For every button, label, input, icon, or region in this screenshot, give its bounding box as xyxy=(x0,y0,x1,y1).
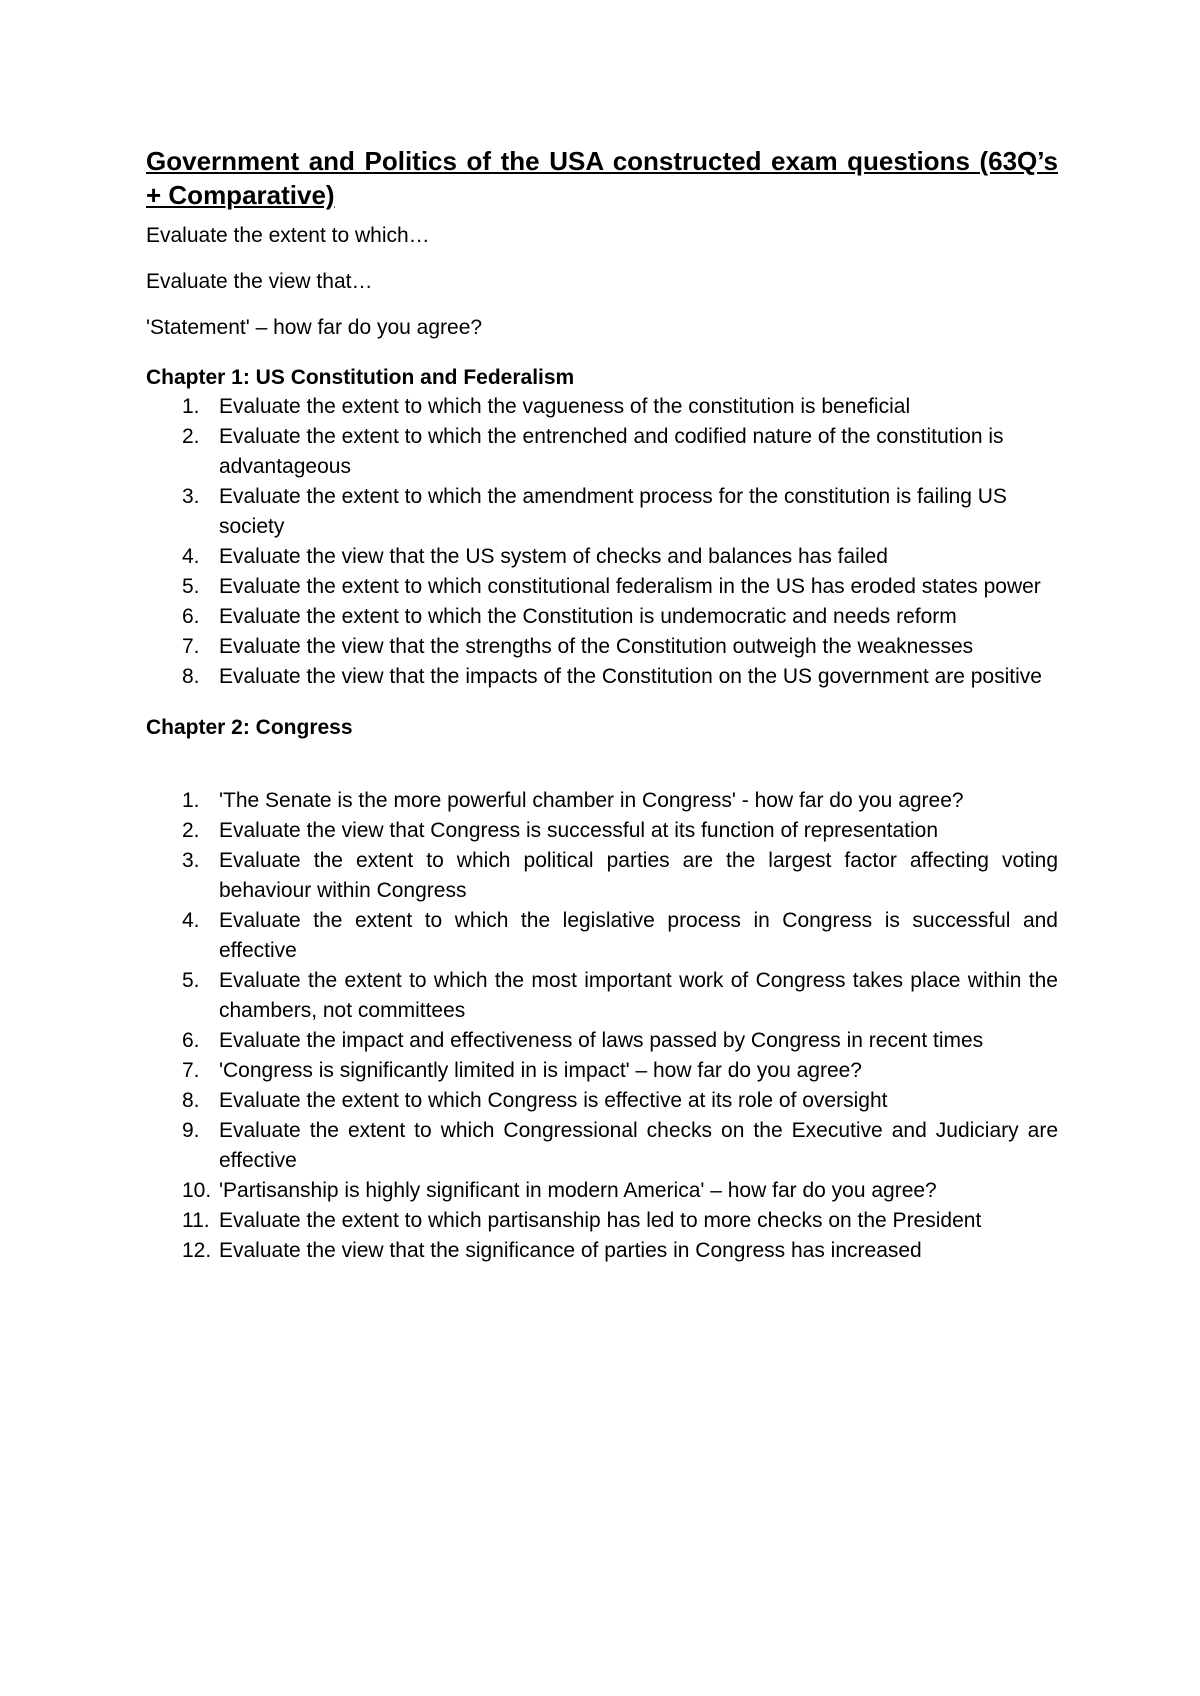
question-item xyxy=(146,1206,1058,1236)
chapter-2-section xyxy=(146,714,1058,1266)
question-item xyxy=(146,632,1058,662)
question-text: Evaluate the extent to which the legislative process in Congress is successful and effective xyxy=(219,909,1058,962)
question-item xyxy=(146,482,1058,542)
question-number: 6. xyxy=(182,605,200,628)
question-item xyxy=(146,1056,1058,1086)
question-number: 4. xyxy=(182,909,200,932)
question-text: Evaluate the extent to which partisanship has led to more checks on the President xyxy=(219,1209,982,1232)
question-text: 'Partisanship is highly significant in modern America' – how far do you agree? xyxy=(219,1179,937,1202)
prompt-view: Evaluate the view that… xyxy=(146,270,373,293)
question-number: 1. xyxy=(182,789,200,812)
question-text: Evaluate the extent to which constitutional federalism in the US has eroded states power xyxy=(219,575,1041,598)
question-text: 'The Senate is the more powerful chamber in Congress' - how far do you agree? xyxy=(219,789,964,812)
question-text: Evaluate the extent to which the vagueness of the constitution is beneficial xyxy=(219,395,911,418)
question-text: Evaluate the view that the US system of checks and balances has failed xyxy=(219,545,888,568)
question-item xyxy=(146,1116,1058,1176)
question-number: 3. xyxy=(182,849,200,872)
question-number: 3. xyxy=(182,485,200,508)
question-number: 7. xyxy=(182,1059,200,1082)
question-number: 8. xyxy=(182,1089,200,1112)
question-text: Evaluate the extent to which Congress is effective at its role of oversight xyxy=(219,1089,888,1112)
question-number: 1. xyxy=(182,395,200,418)
question-number: 2. xyxy=(182,819,200,842)
question-number: 5. xyxy=(182,969,200,992)
question-text: 'Congress is significantly limited in is impact' – how far do you agree? xyxy=(219,1059,862,1082)
question-text: Evaluate the extent to which the Constitution is undemocratic and needs reform xyxy=(219,605,957,628)
question-item xyxy=(146,662,1058,692)
question-text: Evaluate the extent to which political parties are the largest factor affecting voting behaviour within Congress xyxy=(219,849,1058,902)
question-number: 6. xyxy=(182,1029,200,1052)
question-item xyxy=(146,542,1058,572)
question-text: Evaluate the view that the strengths of the Constitution outweigh the weaknesses xyxy=(219,635,974,658)
question-item xyxy=(146,572,1058,602)
question-number: 5. xyxy=(182,575,200,598)
document-page xyxy=(146,144,1058,1266)
question-text: Evaluate the impact and effectiveness of laws passed by Congress in recent times xyxy=(219,1029,984,1052)
question-text: Evaluate the view that the impacts of the Constitution on the US government are positive xyxy=(219,665,1042,688)
prompt-statement: 'Statement' – how far do you agree? xyxy=(146,316,483,339)
question-list xyxy=(146,392,1058,692)
question-text: Evaluate the view that the significance of parties in Congress has increased xyxy=(219,1239,922,1262)
question-text: Evaluate the extent to which Congressional checks on the Executive and Judiciary are effective xyxy=(219,1119,1058,1172)
chapter-heading: Chapter 2: Congress xyxy=(146,716,353,739)
question-item xyxy=(146,816,1058,846)
question-item xyxy=(146,1086,1058,1116)
question-number: 4. xyxy=(182,545,200,568)
question-text: Evaluate the extent to which the amendment process for the constitution is failing US society xyxy=(219,485,1007,538)
question-item xyxy=(146,1026,1058,1056)
question-item xyxy=(146,602,1058,632)
question-item xyxy=(146,422,1058,482)
question-item xyxy=(146,906,1058,966)
question-number: 2. xyxy=(182,425,200,448)
question-text: Evaluate the extent to which the entrenched and codified nature of the constitution is advantageous xyxy=(219,425,1004,478)
question-item xyxy=(146,846,1058,906)
question-number: 10. xyxy=(182,1179,212,1202)
question-item xyxy=(146,1176,1058,1206)
question-number: 8. xyxy=(182,665,200,688)
question-number: 7. xyxy=(182,635,200,658)
question-item xyxy=(146,392,1058,422)
question-item xyxy=(146,966,1058,1026)
question-item xyxy=(146,1236,1058,1266)
chapter-heading: Chapter 1: US Constitution and Federalism xyxy=(146,366,575,389)
question-item xyxy=(146,786,1058,816)
chapter-1-section xyxy=(146,364,1058,692)
prompt-extent: Evaluate the extent to which… xyxy=(146,224,430,247)
question-text: Evaluate the extent to which the most important work of Congress takes place within the chambers, not committees xyxy=(219,969,1058,1022)
question-number: 9. xyxy=(182,1119,200,1142)
question-list xyxy=(146,786,1058,1266)
question-number: 12. xyxy=(182,1239,212,1262)
document-title: Government and Politics of the USA constructed exam questions (63Q’s + Comparative) xyxy=(146,146,1058,210)
question-text: Evaluate the view that Congress is successful at its function of representation xyxy=(219,819,939,842)
question-number: 11. xyxy=(182,1209,210,1232)
